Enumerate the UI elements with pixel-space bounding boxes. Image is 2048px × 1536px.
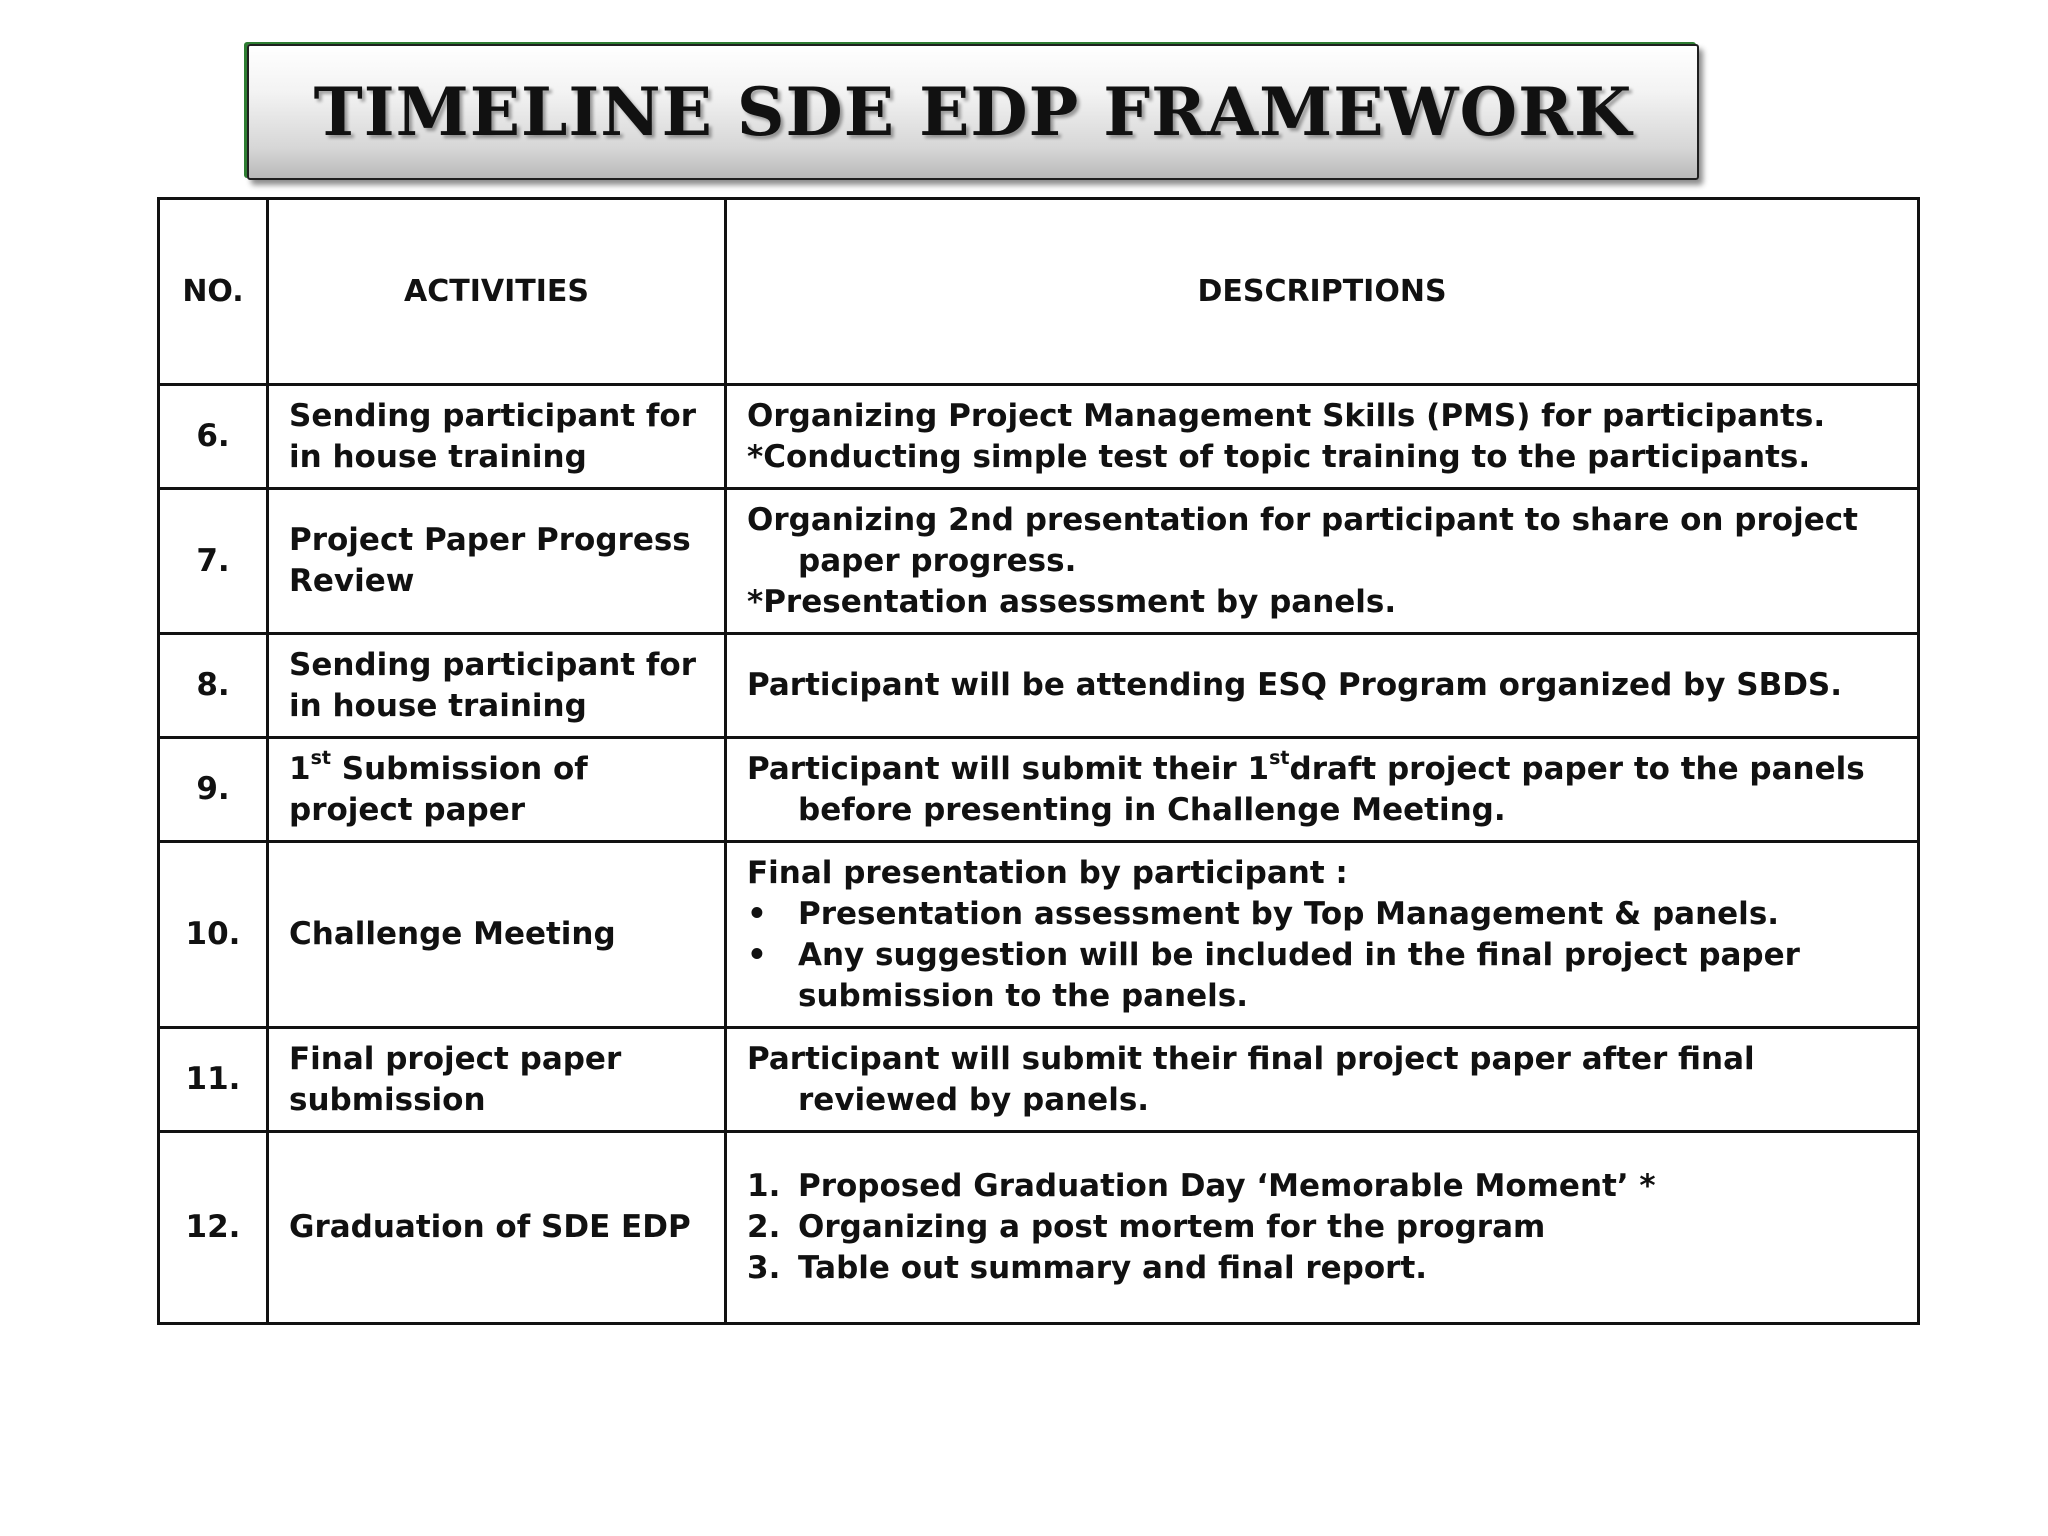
row-description [726, 738, 1919, 842]
row-activity: Final project paper submission [268, 1028, 726, 1132]
header-no: NO. [159, 199, 268, 385]
table-row [159, 842, 1919, 1028]
description-line: Participant will be attending ESQ Program organized by SBDS. [747, 667, 1843, 703]
table-row [159, 1028, 1919, 1132]
row-number: 10. [159, 842, 268, 1028]
row-description [726, 1028, 1919, 1132]
description-line: *Conducting simple test of topic training to the participants. [747, 438, 1811, 475]
bullet-icon: • [747, 895, 767, 932]
bullet-item [747, 894, 1903, 935]
page-title: TIMELINE SDE EDP FRAMEWORK [313, 73, 1633, 151]
row-activity: Graduation of SDE EDP [268, 1132, 726, 1324]
row-number: 7. [159, 489, 268, 634]
row-number: 9. [159, 738, 268, 842]
description-line: Organizing 2nd presentation for participant to share on project paper progress. [747, 501, 1858, 579]
table-row [159, 489, 1919, 634]
numbered-item [747, 1248, 1903, 1289]
item-number: 3. [747, 1250, 781, 1286]
row-description [726, 842, 1919, 1028]
description-text: draft project paper to the panels before presenting in Challenge Meeting. [798, 750, 1865, 828]
numbered-item [747, 1207, 1903, 1248]
table-row [159, 385, 1919, 489]
bullet-item [747, 935, 1903, 1017]
row-activity: Project Paper Progress Review [268, 489, 726, 634]
table-row [159, 634, 1919, 738]
header-activities: ACTIVITIES [268, 199, 726, 385]
row-activity [268, 738, 726, 842]
row-number: 8. [159, 634, 268, 738]
row-description [726, 1132, 1919, 1324]
bullet-text: Presentation assessment by Top Management & panels. [798, 895, 1780, 932]
row-activity: Sending participant for in house training [268, 385, 726, 489]
item-text: Proposed Graduation Day ‘Memorable Moment’ * [798, 1168, 1656, 1204]
header-descriptions: DESCRIPTIONS [726, 199, 1919, 385]
description-line: Organizing Project Management Skills (PMS) for participants. [747, 397, 1826, 434]
row-description [726, 489, 1919, 634]
activity-text: Submission of project paper [289, 750, 588, 828]
row-activity: Sending participant for in house training [268, 634, 726, 738]
numbered-item [747, 1166, 1903, 1207]
bullet-icon: • [747, 936, 767, 973]
row-activity: Challenge Meeting [268, 842, 726, 1028]
table-row [159, 1132, 1919, 1324]
row-description [726, 634, 1919, 738]
description-line [747, 749, 1903, 831]
row-number: 6. [159, 385, 268, 489]
description-line: *Presentation assessment by panels. [747, 583, 1397, 620]
row-number: 11. [159, 1028, 268, 1132]
item-number: 2. [747, 1209, 781, 1245]
item-number: 1. [747, 1168, 781, 1204]
timeline-table [157, 197, 1920, 1325]
description-text: Participant will submit their 1 [747, 750, 1270, 787]
row-description [726, 385, 1919, 489]
item-text: Table out summary and final report. [798, 1250, 1428, 1286]
description-ordinal-suffix: st [1269, 747, 1290, 770]
description-line: Participant will submit their final project paper after final reviewed by panels. [747, 1040, 1755, 1118]
table-header-row [159, 199, 1919, 385]
bullet-text: Any suggestion will be included in the final project paper submission to the panels. [798, 936, 1800, 1014]
item-text: Organizing a post mortem for the program [798, 1209, 1546, 1245]
row-number: 12. [159, 1132, 268, 1324]
activity-ordinal-suffix: st [310, 747, 331, 770]
activity-ordinal: 1 [289, 750, 311, 787]
title-banner [247, 44, 1699, 180]
description-intro: Final presentation by participant : [747, 854, 1348, 891]
table-row [159, 738, 1919, 842]
